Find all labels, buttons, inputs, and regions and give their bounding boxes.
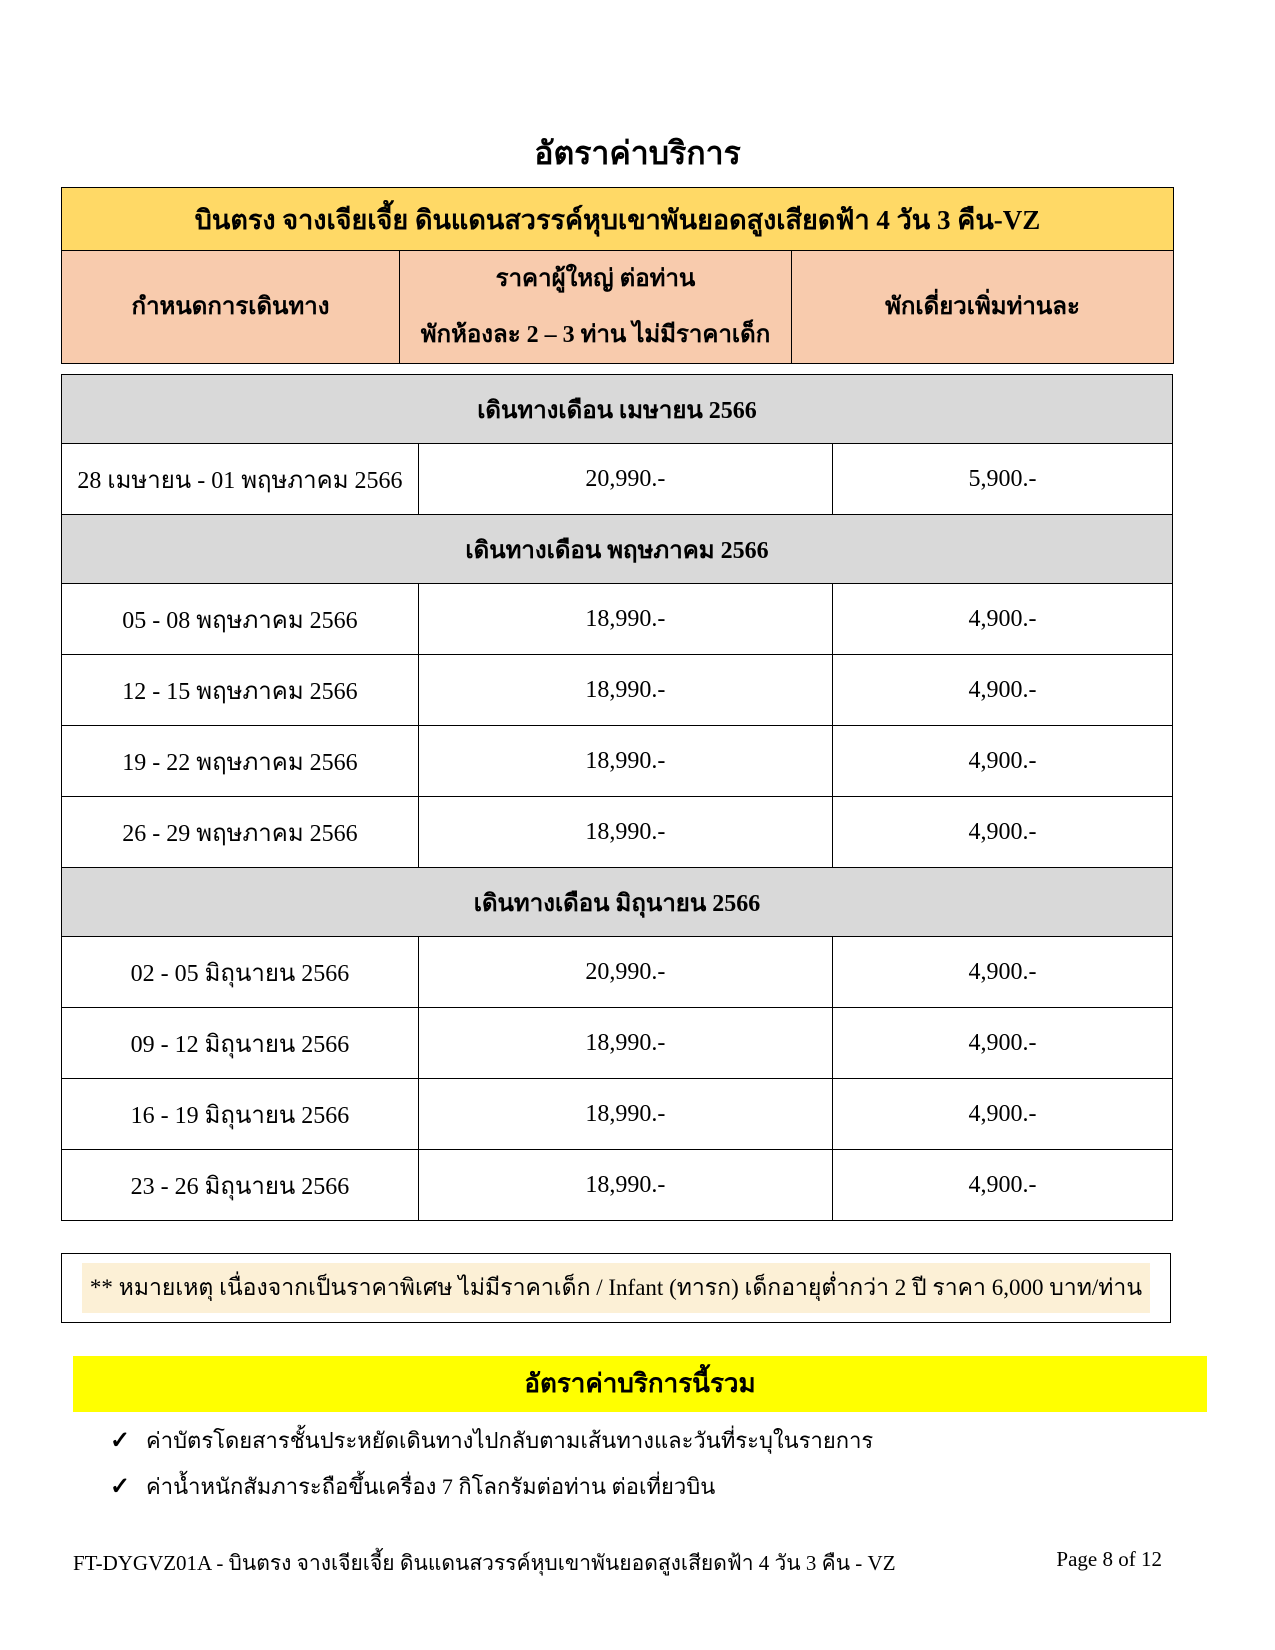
travel-date-cell: 19 - 22 พฤษภาคม 2566 xyxy=(62,726,419,797)
single-supplement-cell: 4,900.- xyxy=(832,797,1172,868)
single-supplement-cell: 4,900.- xyxy=(832,726,1172,797)
month-row xyxy=(62,868,1173,937)
table-row xyxy=(62,726,1173,797)
price-table xyxy=(61,374,1173,1221)
travel-date-cell: 28 เมษายน - 01 พฤษภาคม 2566 xyxy=(62,444,419,515)
table-row xyxy=(62,444,1173,515)
adult-price-cell: 18,990.- xyxy=(418,797,832,868)
single-supplement-cell: 5,900.- xyxy=(832,444,1172,515)
header-travel-date: กำหนดการเดินทาง xyxy=(62,251,400,364)
includes-title: อัตราค่าบริการนี้รวม xyxy=(73,1356,1207,1412)
single-supplement-cell: 4,900.- xyxy=(832,1008,1172,1079)
table-row xyxy=(62,1079,1173,1150)
table-row xyxy=(62,937,1173,1008)
include-item-text: ค่าบัตรโดยสารชั้นประหยัดเดินทางไปกลับตามเส้นทางและวันที่ระบุในรายการ xyxy=(146,1428,874,1453)
travel-date-cell: 12 - 15 พฤษภาคม 2566 xyxy=(62,655,419,726)
footer-doc-code: FT-DYGVZ01A - บินตรง จางเจียเจี้ย ดินแดนสวรรค์หุบเขาพันยอดสูงเสียดฟ้า 4 วัน 3 คืน - VZ xyxy=(73,1551,896,1575)
footer-page-number: Page 8 of 12 xyxy=(1056,1547,1162,1571)
header-single-supplement: พักเดี่ยวเพิ่มท่านละ xyxy=(792,251,1174,364)
travel-date-cell: 02 - 05 มิถุนายน 2566 xyxy=(62,937,419,1008)
header-adult-price-line2: พักห้องละ 2 – 3 ท่าน ไม่มีราคาเด็ก xyxy=(420,322,771,348)
includes-list xyxy=(110,1418,873,1510)
table-row xyxy=(62,797,1173,868)
adult-price-cell: 18,990.- xyxy=(418,1150,832,1221)
travel-date-cell: 16 - 19 มิถุนายน 2566 xyxy=(62,1079,419,1150)
single-supplement-cell: 4,900.- xyxy=(832,1150,1172,1221)
adult-price-cell: 20,990.- xyxy=(418,444,832,515)
adult-price-cell: 18,990.- xyxy=(418,726,832,797)
adult-price-cell: 18,990.- xyxy=(418,584,832,655)
adult-price-cell: 20,990.- xyxy=(418,937,832,1008)
single-supplement-cell: 4,900.- xyxy=(832,937,1172,1008)
header-adult-price xyxy=(400,251,792,364)
adult-price-cell: 18,990.- xyxy=(418,1079,832,1150)
month-row xyxy=(62,375,1173,444)
check-icon: ✓ xyxy=(110,1474,131,1500)
adult-price-cell: 18,990.- xyxy=(418,655,832,726)
single-supplement-cell: 4,900.- xyxy=(832,655,1172,726)
check-icon: ✓ xyxy=(110,1428,131,1454)
month-row xyxy=(62,515,1173,584)
note-text: ** หมายเหตุ เนื่องจากเป็นราคาพิเศษ ไม่มีราคาเด็ก / Infant (ทารก) เด็กอายุต่ำกว่า 2 ปี ราคา 6,000 บาท/ท่าน xyxy=(82,1263,1150,1313)
travel-date-cell: 05 - 08 พฤษภาคม 2566 xyxy=(62,584,419,655)
month-label: เดินทางเดือน มิถุนายน 2566 xyxy=(62,868,1173,937)
include-item-text: ค่าน้ำหนักสัมภาระถือขึ้นเครื่อง 7 กิโลกรัมต่อท่าน ต่อเที่ยวบิน xyxy=(146,1474,716,1499)
tour-title: บินตรง จางเจียเจี้ย ดินแดนสวรรค์หุบเขาพันยอดสูงเสียดฟ้า 4 วัน 3 คืน-VZ xyxy=(62,188,1174,251)
list-item xyxy=(110,1464,873,1510)
table-row xyxy=(62,584,1173,655)
list-item xyxy=(110,1418,873,1464)
header-adult-price-line1: ราคาผู้ใหญ่ ต่อท่าน xyxy=(495,266,696,292)
month-label: เดินทางเดือน เมษายน 2566 xyxy=(62,375,1173,444)
adult-price-cell: 18,990.- xyxy=(418,1008,832,1079)
table-row xyxy=(62,1150,1173,1221)
travel-date-cell: 26 - 29 พฤษภาคม 2566 xyxy=(62,797,419,868)
travel-date-cell: 23 - 26 มิถุนายน 2566 xyxy=(62,1150,419,1221)
table-row xyxy=(62,1008,1173,1079)
table-row xyxy=(62,655,1173,726)
single-supplement-cell: 4,900.- xyxy=(832,584,1172,655)
page-title: อัตราค่าบริการ xyxy=(534,135,741,171)
single-supplement-cell: 4,900.- xyxy=(832,1079,1172,1150)
price-header-table xyxy=(61,187,1174,364)
note-box xyxy=(61,1253,1171,1323)
month-label: เดินทางเดือน พฤษภาคม 2566 xyxy=(62,515,1173,584)
travel-date-cell: 09 - 12 มิถุนายน 2566 xyxy=(62,1008,419,1079)
